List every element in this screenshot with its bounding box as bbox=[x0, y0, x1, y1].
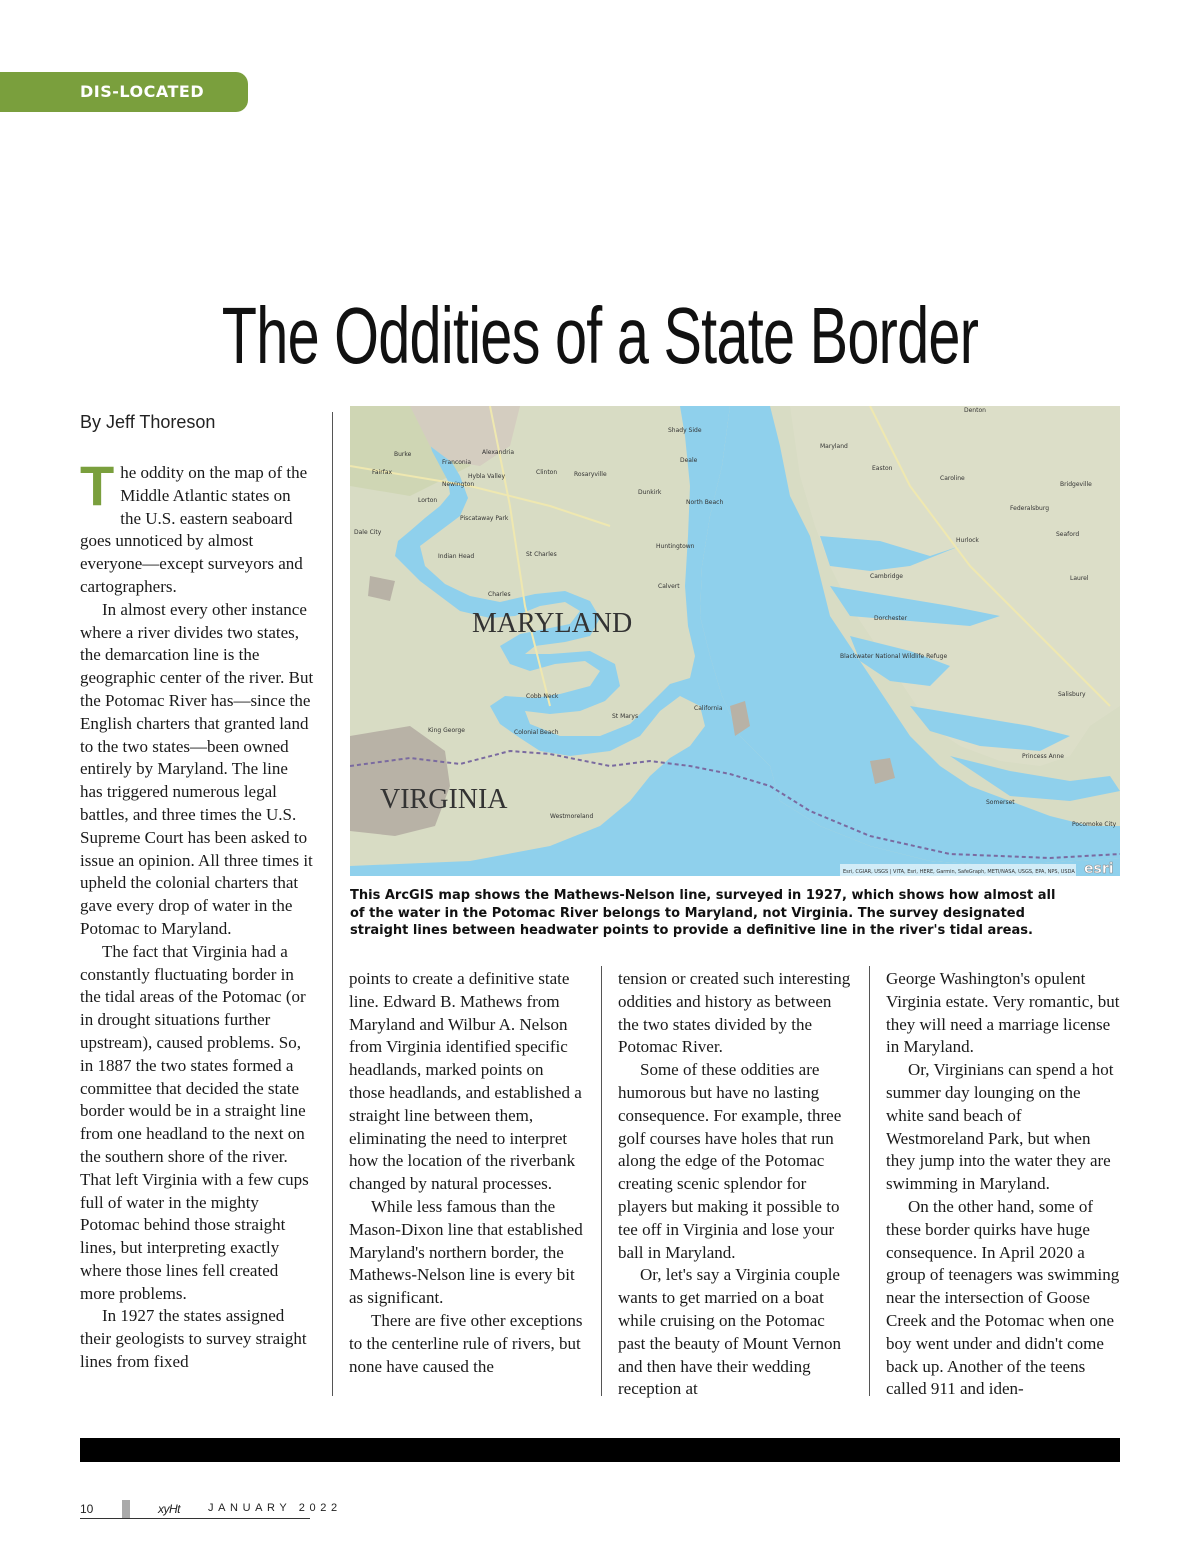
place-label: Pocomoke City bbox=[1072, 821, 1117, 828]
place-label: Federalsburg bbox=[1010, 505, 1050, 512]
byline: By Jeff Thoreson bbox=[80, 412, 216, 432]
place-label: Colonial Beach bbox=[514, 729, 559, 736]
paragraph-text: he oddity on the map of the Middle Atlantic states on the U.S. eastern seaboard goes unnoticed by almost everyone—except surveyors and cartographers. bbox=[80, 463, 308, 596]
article-column-4 bbox=[886, 968, 1120, 1401]
place-label: Indian Head bbox=[438, 553, 475, 560]
place-label: Caroline bbox=[940, 475, 965, 482]
paragraph: Or, Virginians can spend a hot summer day lounging on the white sand beach of Westmoreland Park, but when they jump into the water they are swimming in Maryland. bbox=[886, 1060, 1114, 1194]
paragraph: There are five other exceptions to the centerline rule of rivers, but none have caused the bbox=[349, 1310, 583, 1376]
place-label: Dunkirk bbox=[638, 489, 662, 496]
place-label: Cambridge bbox=[870, 573, 903, 580]
place-label: Calvert bbox=[658, 583, 680, 590]
place-label: Bridgeville bbox=[1060, 481, 1092, 488]
esri-logo: esri bbox=[1084, 861, 1114, 876]
column-divider bbox=[332, 412, 333, 1396]
section-tab: DIS-LOCATED bbox=[0, 72, 248, 112]
place-label: Newington bbox=[442, 481, 475, 488]
paragraph: In almost every other instance where a river divides two states, the demarcation line is the geographic center of the river. But the Potomac River has—since the English charters that granted land to the two states—been owned entirely by Maryland. The line has triggered numerous legal battles, and three times the U.S. Supreme Court has been asked to issue an opinion. All three times it upheld the colonial charters that gave every drop of water in the Potomac to Maryland. bbox=[80, 599, 314, 938]
place-label: California bbox=[694, 705, 723, 712]
place-label: King George bbox=[428, 727, 465, 734]
place-label: Dorchester bbox=[874, 615, 908, 622]
place-label: Blackwater National Wildlife Refuge bbox=[840, 653, 948, 660]
paragraph: Or, let's say a Virginia couple wants to get married on a boat while cruising on the Potomac past the beauty of Mount Vernon and then have their wedding reception at bbox=[618, 1265, 842, 1399]
column-divider bbox=[869, 966, 870, 1396]
place-label: Hybla Valley bbox=[468, 473, 506, 480]
map-graphic bbox=[350, 406, 1120, 876]
footer-bar bbox=[80, 1438, 1120, 1462]
arcgis-map bbox=[350, 406, 1120, 876]
place-label: Easton bbox=[872, 465, 893, 472]
place-label: Burke bbox=[394, 451, 412, 458]
page-footer bbox=[80, 1500, 380, 1520]
place-label: Shady Side bbox=[668, 427, 702, 434]
maryland-label: MARYLAND bbox=[472, 608, 633, 639]
article-column-3 bbox=[618, 968, 852, 1401]
virginia-label: VIRGINIA bbox=[380, 784, 508, 815]
place-label: Westmoreland bbox=[550, 813, 594, 820]
place-label: Dale City bbox=[354, 529, 382, 536]
paragraph: The fact that Virginia had a constantly fluctuating border in the tidal areas of the Potomac (or in drought situations further upstream), caused problems. So, in 1887 the two states formed a committee that decided the state border would be in a straight line from one headland to the next on the southern shore of the river. That left Virginia with a few cups full of water in the mighty Potomac behind those straight lines, but interpreting exactly where those lines fell created more problems. bbox=[80, 941, 309, 1303]
place-label: St Marys bbox=[612, 713, 639, 720]
place-label: Fairfax bbox=[372, 469, 393, 476]
map-caption: This ArcGIS map shows the Mathews-Nelson line, surveyed in 1927, which shows how almost all of the water in the Potomac River belongs to Maryland, not Virginia. The survey designated straight lines between headwater points to provide a definitive line in the river's tidal areas. bbox=[350, 888, 1056, 938]
place-label: Charles bbox=[488, 591, 511, 598]
footer-marker bbox=[122, 1500, 130, 1518]
place-label: St Charles bbox=[526, 551, 557, 558]
map-attribution: Esri, CGIAR, USGS | VITA, Esri, HERE, Garmin, SafeGraph, METI/NASA, USGS, EPA, NPS, USDA bbox=[843, 869, 1075, 875]
place-label: Princess Anne bbox=[1022, 753, 1064, 760]
place-label: Piscataway Park bbox=[460, 515, 509, 522]
issue-date: JANUARY 2022 bbox=[208, 1502, 342, 1514]
place-label: Alexandria bbox=[482, 449, 515, 456]
place-label: Clinton bbox=[536, 469, 558, 476]
place-label: Salisbury bbox=[1058, 691, 1086, 698]
article-column-1 bbox=[80, 454, 314, 1374]
place-label: Huntingtown bbox=[656, 543, 695, 550]
place-label: Rosaryville bbox=[574, 471, 607, 478]
footer-rule bbox=[80, 1518, 310, 1519]
place-label: Laurel bbox=[1070, 575, 1089, 582]
place-label: Cobb Neck bbox=[526, 693, 559, 700]
paragraph: On the other hand, some of these border quirks have huge consequence. In April 2020 a group of teenagers was swimming near the intersection of Goose Creek and the Potomac when one boy went under and didn't come back up. Another of the teens called 911 and iden- bbox=[886, 1196, 1120, 1399]
paragraph: tension or created such interesting oddities and history as between the two states divided by the Potomac River. bbox=[618, 969, 851, 1057]
article-column-2 bbox=[349, 968, 583, 1378]
paragraph: In 1927 the states assigned their geologists to survey straight lines from fixed bbox=[80, 1306, 307, 1372]
place-label: Franconia bbox=[442, 459, 472, 466]
place-label: Hurlock bbox=[956, 537, 979, 544]
magazine-name: xyHt bbox=[158, 1502, 180, 1516]
column-divider bbox=[601, 966, 602, 1396]
article-title: The Oddities of a State Border bbox=[221, 291, 979, 380]
drop-cap: T bbox=[80, 454, 115, 517]
paragraph bbox=[80, 454, 314, 599]
place-label: North Beach bbox=[686, 499, 724, 506]
paragraph: While less famous than the Mason-Dixon line that established Maryland's northern border, the Mathews-Nelson line is every bit as significant. bbox=[349, 1196, 583, 1308]
paragraph: points to create a definitive state line. Edward B. Mathews from Maryland and Wilbur A. Nelson from Virginia identified specific headlands, marked points on those headlands, and established a straight line between them, eliminating the need to interpret how the location of the riverbank changed by natural processes. bbox=[349, 969, 582, 1194]
place-label: Denton bbox=[964, 407, 986, 414]
page-number: 10 bbox=[80, 1502, 94, 1516]
paragraph: Some of these oddities are humorous but have no lasting consequence. For example, three golf courses have holes that run along the edge of the Potomac creating scenic splendor for players but making it possible to tee off in Virginia and lose your ball in Maryland. bbox=[618, 1060, 842, 1262]
paragraph: George Washington's opulent Virginia estate. Very romantic, but they will need a marriage license in Maryland. bbox=[886, 969, 1120, 1057]
place-label: Lorton bbox=[418, 497, 438, 504]
place-label: Deale bbox=[680, 457, 698, 464]
place-label: Maryland bbox=[820, 443, 848, 450]
place-label: Somerset bbox=[986, 799, 1015, 806]
place-label: Seaford bbox=[1056, 531, 1080, 538]
